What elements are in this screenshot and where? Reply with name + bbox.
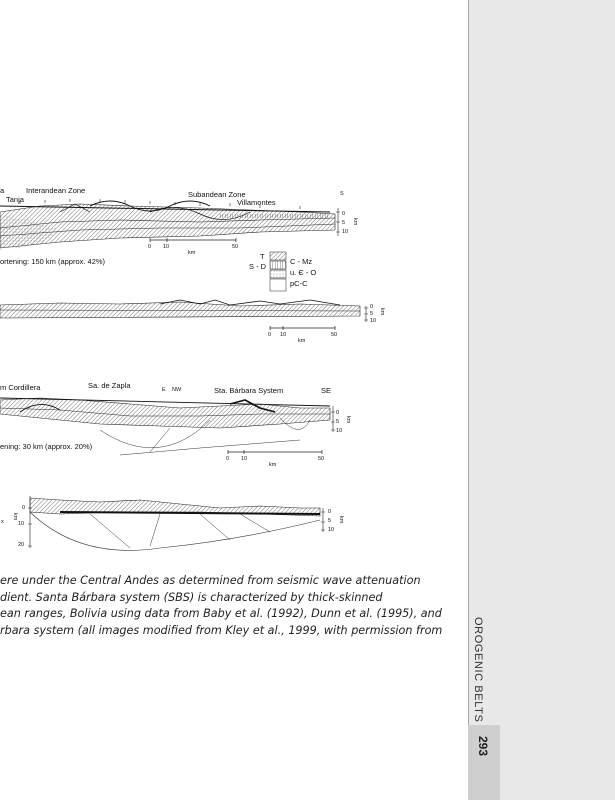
page-number: 293: [476, 736, 490, 757]
legend-c-mz: C - Mz: [290, 257, 313, 266]
s3-scale-0: 0: [226, 456, 230, 462]
caption-line: ere under the Central Andes as determined from seismic wave attenuation: [0, 574, 421, 587]
s3-scale-unit: km: [269, 462, 277, 468]
s3-depth-0: 0: [336, 410, 340, 416]
s1-scale-unit: km: [188, 250, 196, 256]
section-4-cross-section: [28, 496, 325, 550]
s4-left-depth-20: 20: [18, 542, 25, 548]
s2-scale-0: 0: [268, 332, 272, 338]
s1-depth-10: 10: [342, 229, 349, 235]
villamontes-label: Villamontes: [237, 198, 276, 207]
s1-scale-0: 0: [148, 244, 152, 250]
s2-depth-10: 10: [370, 318, 377, 324]
section-2-cross-section: [0, 300, 368, 330]
s2-depth-unit: km: [379, 308, 385, 316]
legend-t-label: T: [260, 252, 265, 261]
page-sidebar: [468, 0, 615, 800]
s4-right-depth-5: 5: [328, 518, 332, 524]
s2-scale-10: 10: [280, 332, 287, 338]
cordillera-label: m Cordillera: [0, 383, 41, 392]
s4-left-depth-unit: km: [12, 513, 18, 521]
running-head: OROGENIC BELTS: [472, 617, 484, 723]
legend-s-d-label: S - D: [249, 262, 267, 271]
section-1-cross-section: [0, 199, 340, 291]
legend-pc-c: pC-C: [290, 279, 308, 288]
s3-scale-10: 10: [241, 456, 248, 462]
legend-u-c-o: u. Є - O: [290, 268, 317, 277]
direction-se-label: SE: [321, 386, 332, 395]
direction-s-label: S: [340, 191, 344, 197]
s2-scale-50: 50: [331, 332, 338, 338]
s2-depth-0: 0: [370, 304, 374, 310]
sta-barbara-label: Sta. Bárbara System: [214, 386, 284, 395]
s3-shortening-label: ening: 30 km (approx. 20%): [0, 442, 93, 451]
subandean-zone-label: Subandean Zone: [188, 190, 246, 199]
s3-scale-50: 50: [318, 456, 325, 462]
s4-left-label: x: [1, 519, 4, 525]
direction-e-label: E: [162, 387, 166, 393]
s1-depth-0: 0: [342, 211, 346, 217]
s4-right-depth-unit: km: [338, 516, 344, 524]
s3-depth-unit: km: [345, 416, 351, 424]
s4-right-depth-10: 10: [328, 527, 335, 533]
s2-depth-5: 5: [370, 311, 374, 317]
s1-scale-10: 10: [163, 244, 170, 250]
s1-depth-unit: km: [352, 218, 358, 226]
figure-caption: [0, 573, 462, 639]
s4-left-depth-0: 0: [22, 505, 26, 511]
sa-de-zapla-label: Sa. de Zapla: [88, 381, 131, 390]
s1-shortening-label: ortening: 150 km (approx. 42%): [0, 257, 106, 266]
direction-nw-label: NW: [172, 387, 182, 393]
tanja-label: Tanja: [6, 195, 24, 204]
caption-line: dient. Santa Bárbara system (SBS) is characterized by thick-skinned: [0, 590, 383, 604]
s2-scale-unit: km: [298, 338, 306, 344]
caption-line: ean ranges, Bolivia using data from Baby et al. (1992), Dunn et al. (1995), and: [0, 607, 442, 620]
caption-line: rbara system (all images modified from Kley et al., 1999, with permission from: [0, 623, 443, 637]
interandean-zone-label: Interandean Zone: [26, 186, 86, 195]
s4-left-depth-10: 10: [18, 521, 25, 527]
s3-depth-5: 5: [336, 419, 340, 425]
s1-scale-50: 50: [232, 244, 239, 250]
s4-right-depth-0: 0: [328, 509, 332, 515]
s1-depth-5: 5: [342, 220, 346, 226]
zone-left-label: a: [0, 186, 5, 195]
s3-depth-10: 10: [336, 428, 343, 434]
